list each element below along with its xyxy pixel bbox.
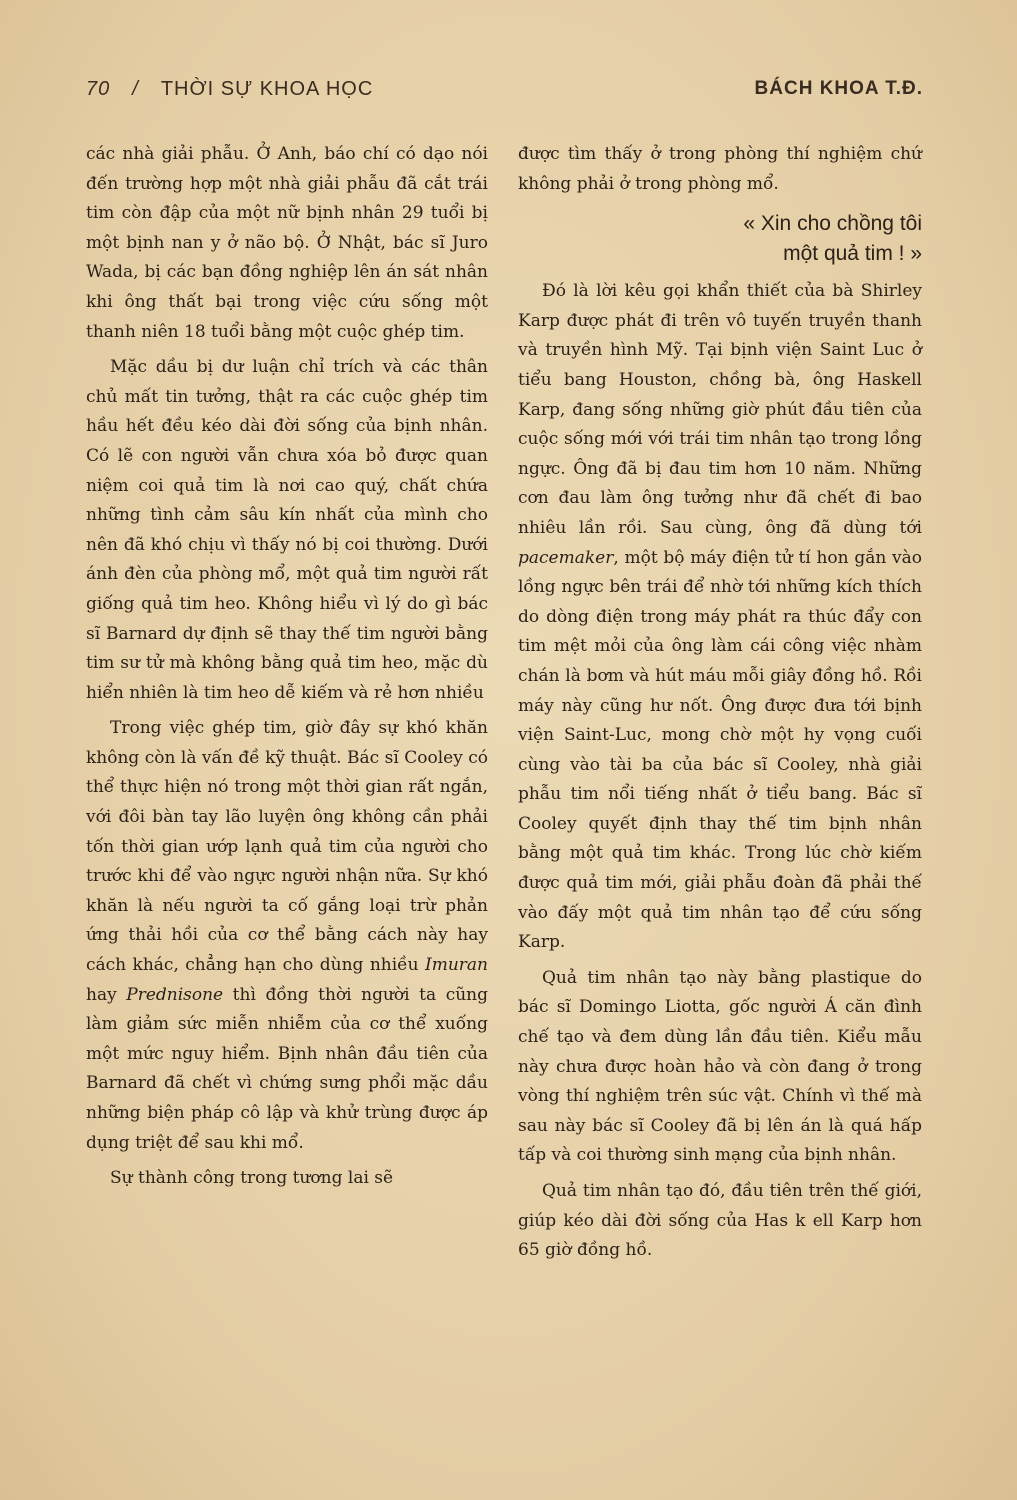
left-paragraph-3-text-c: thì đồng thời người ta cũng làm giảm sức miễn nhiễm của cơ thể xuống một mức nguy hiểm. Bịnh nhân đầu tiên của Barnard đã chết vì chứng sưng phổi mặc dầu những biện pháp cô lập và khử trùng được áp dụng triệt để sau khi mổ.	[86, 984, 488, 1153]
page-number: 70	[86, 78, 111, 100]
drug-name-imuran: Imuran	[425, 955, 488, 976]
term-pacemaker: pacemaker	[518, 547, 614, 568]
section-subheading	[518, 209, 922, 269]
right-paragraph-1	[518, 277, 922, 958]
drug-name-prednisone: Prednisone	[126, 984, 224, 1005]
left-paragraph-3-text-b: hay	[86, 984, 127, 1005]
right-paragraph-3: Quả tim nhân tạo đó, đầu tiên trên thế giới, giúp kéo dài đời sống của Has k ell Karp hơn 65 giờ đồng hồ.	[518, 1181, 922, 1261]
subheading-line-1: « Xin cho chồng tôi	[743, 212, 922, 236]
left-paragraph-2: Mặc dầu bị dư luận chỉ trích và các thân chủ mất tin tưởng, thật ra các cuộc ghép tim hầu hết đều kéo dài đời sống của bịnh nhân. Có lẽ con người vẫn chưa xóa bỏ được quan niệm coi quả tim là nơi cao quý, chất chứa những tình cảm sâu kín nhất của mình cho nên đã khó chịu vì thấy nó bị coi thường. Dưới ánh đèn của phòng mổ, một quả tim người rất giống quả tim heo. Không hiểu vì lý do gì bác sĩ Barnard dự định sẽ thay thế tim người bằng tim sư tử mà không bằng quả tim heo, mặc dù hiển nhiên là tim heo dễ kiếm và rẻ hơn nhiều	[86, 357, 488, 703]
right-column	[518, 140, 922, 1266]
publication-title: BÁCH KHOA T.Đ.	[754, 78, 923, 99]
left-paragraph-3-text-a: Trong việc ghép tim, giờ đây sự khó khăn không còn là vấn đề kỹ thuật. Bác sĩ Cooley có thể thực hiện nó trong một thời gian rất ngắn, với đôi bàn tay lão luyện ông không cần phải tốn thời gian ướp lạnh quả tim của người cho trước khi để vào ngực người nhận nữa. Sự khó khăn là nếu người ta cố gắng loại trừ phản ứng thải hồi của cơ thể bằng cách này hay cách khác, chẳng hạn cho dùng nhiều	[86, 718, 488, 976]
page-header	[86, 78, 923, 108]
left-column	[86, 140, 488, 1194]
left-paragraph-3	[86, 714, 488, 1158]
left-paragraph-4: Sự thành công trong tương lai sẽ	[110, 1168, 394, 1189]
header-left	[86, 78, 373, 101]
right-paragraph-0: được tìm thấy ở trong phòng thí nghiệm chứ không phải ở trong phòng mổ.	[518, 144, 922, 194]
right-paragraph-2: Quả tim nhân tạo này bằng plastique do bác sĩ Domingo Liotta, gốc người Á căn đình chế tạo và đem dùng lần đầu tiên. Kiểu mẫu này chưa được hoàn hảo và còn đang ở trong vòng thí nghiệm trên súc vật. Chính vì thế mà sau này bác sĩ Cooley đã bị lên án là quá hấp tấp và coi thường sinh mạng của bịnh nhân.	[518, 967, 922, 1166]
right-paragraph-1-text-a: Đó là lời kêu gọi khẩn thiết của bà Shirley Karp được phát đi trên vô tuyến truyền thanh và truyền hình Mỹ. Tại bịnh viện Saint Luc ở tiểu bang Houston, chồng bà, ông Haskell Karp, đang sống những giờ phút đầu tiên của cuộc sống mới với trái tim nhân tạo trong lồng ngực. Ông đã bị đau tim hơn 10 năm. Những cơn đau làm ông tưởng như đã chết đi bao nhiêu lần rồi. Sau cùng, ông đã dùng tới	[518, 281, 922, 538]
right-paragraph-1-text-b: , một bộ máy điện tử tí hon gắn vào lồng ngực bên trái để nhờ tới những kích thích do dòng điện trong máy phát ra thúc đẩy con tim mệt mỏi của ông làm cái công việc nhàm chán là bơm và hút máu mỗi giây đồng hồ. Rồi máy này cũng hư nốt. Ông được đưa tới bịnh viện Saint-Luc, mong chờ một hy vọng cuối cùng vào tài ba của bác sĩ Cooley, nhà giải phẫu tim nổi tiếng nhất ở tiểu bang. Bác sĩ Cooley quyết định thay thế tim bịnh nhân bằng một quả tim khác. Trong lúc chờ kiếm được quả tim mới, giải phẫu đoàn đã phải thế vào đấy một quả tim nhân tạo để cứu sống Karp.	[518, 547, 922, 953]
section-title: THỜI SỰ KHOA HỌC	[160, 78, 374, 100]
left-paragraph-1: các nhà giải phẫu. Ở Anh, báo chí có dạo nói đến trường hợp một nhà giải phẫu đã cắt trái tim còn đập của một nữ bịnh nhân 29 tuổi bị một bịnh nan y ở não bộ. Ở Nhật, bác sĩ Juro Wada, bị các bạn đồng nghiệp lên án sát nhân khi ông thất bại trong việc cứu sống một thanh niên 18 tuổi bằng một cuộc ghép tim.	[86, 144, 488, 342]
header-separator: /	[132, 78, 139, 100]
subheading-line-2: một quả tim ! »	[783, 242, 922, 266]
